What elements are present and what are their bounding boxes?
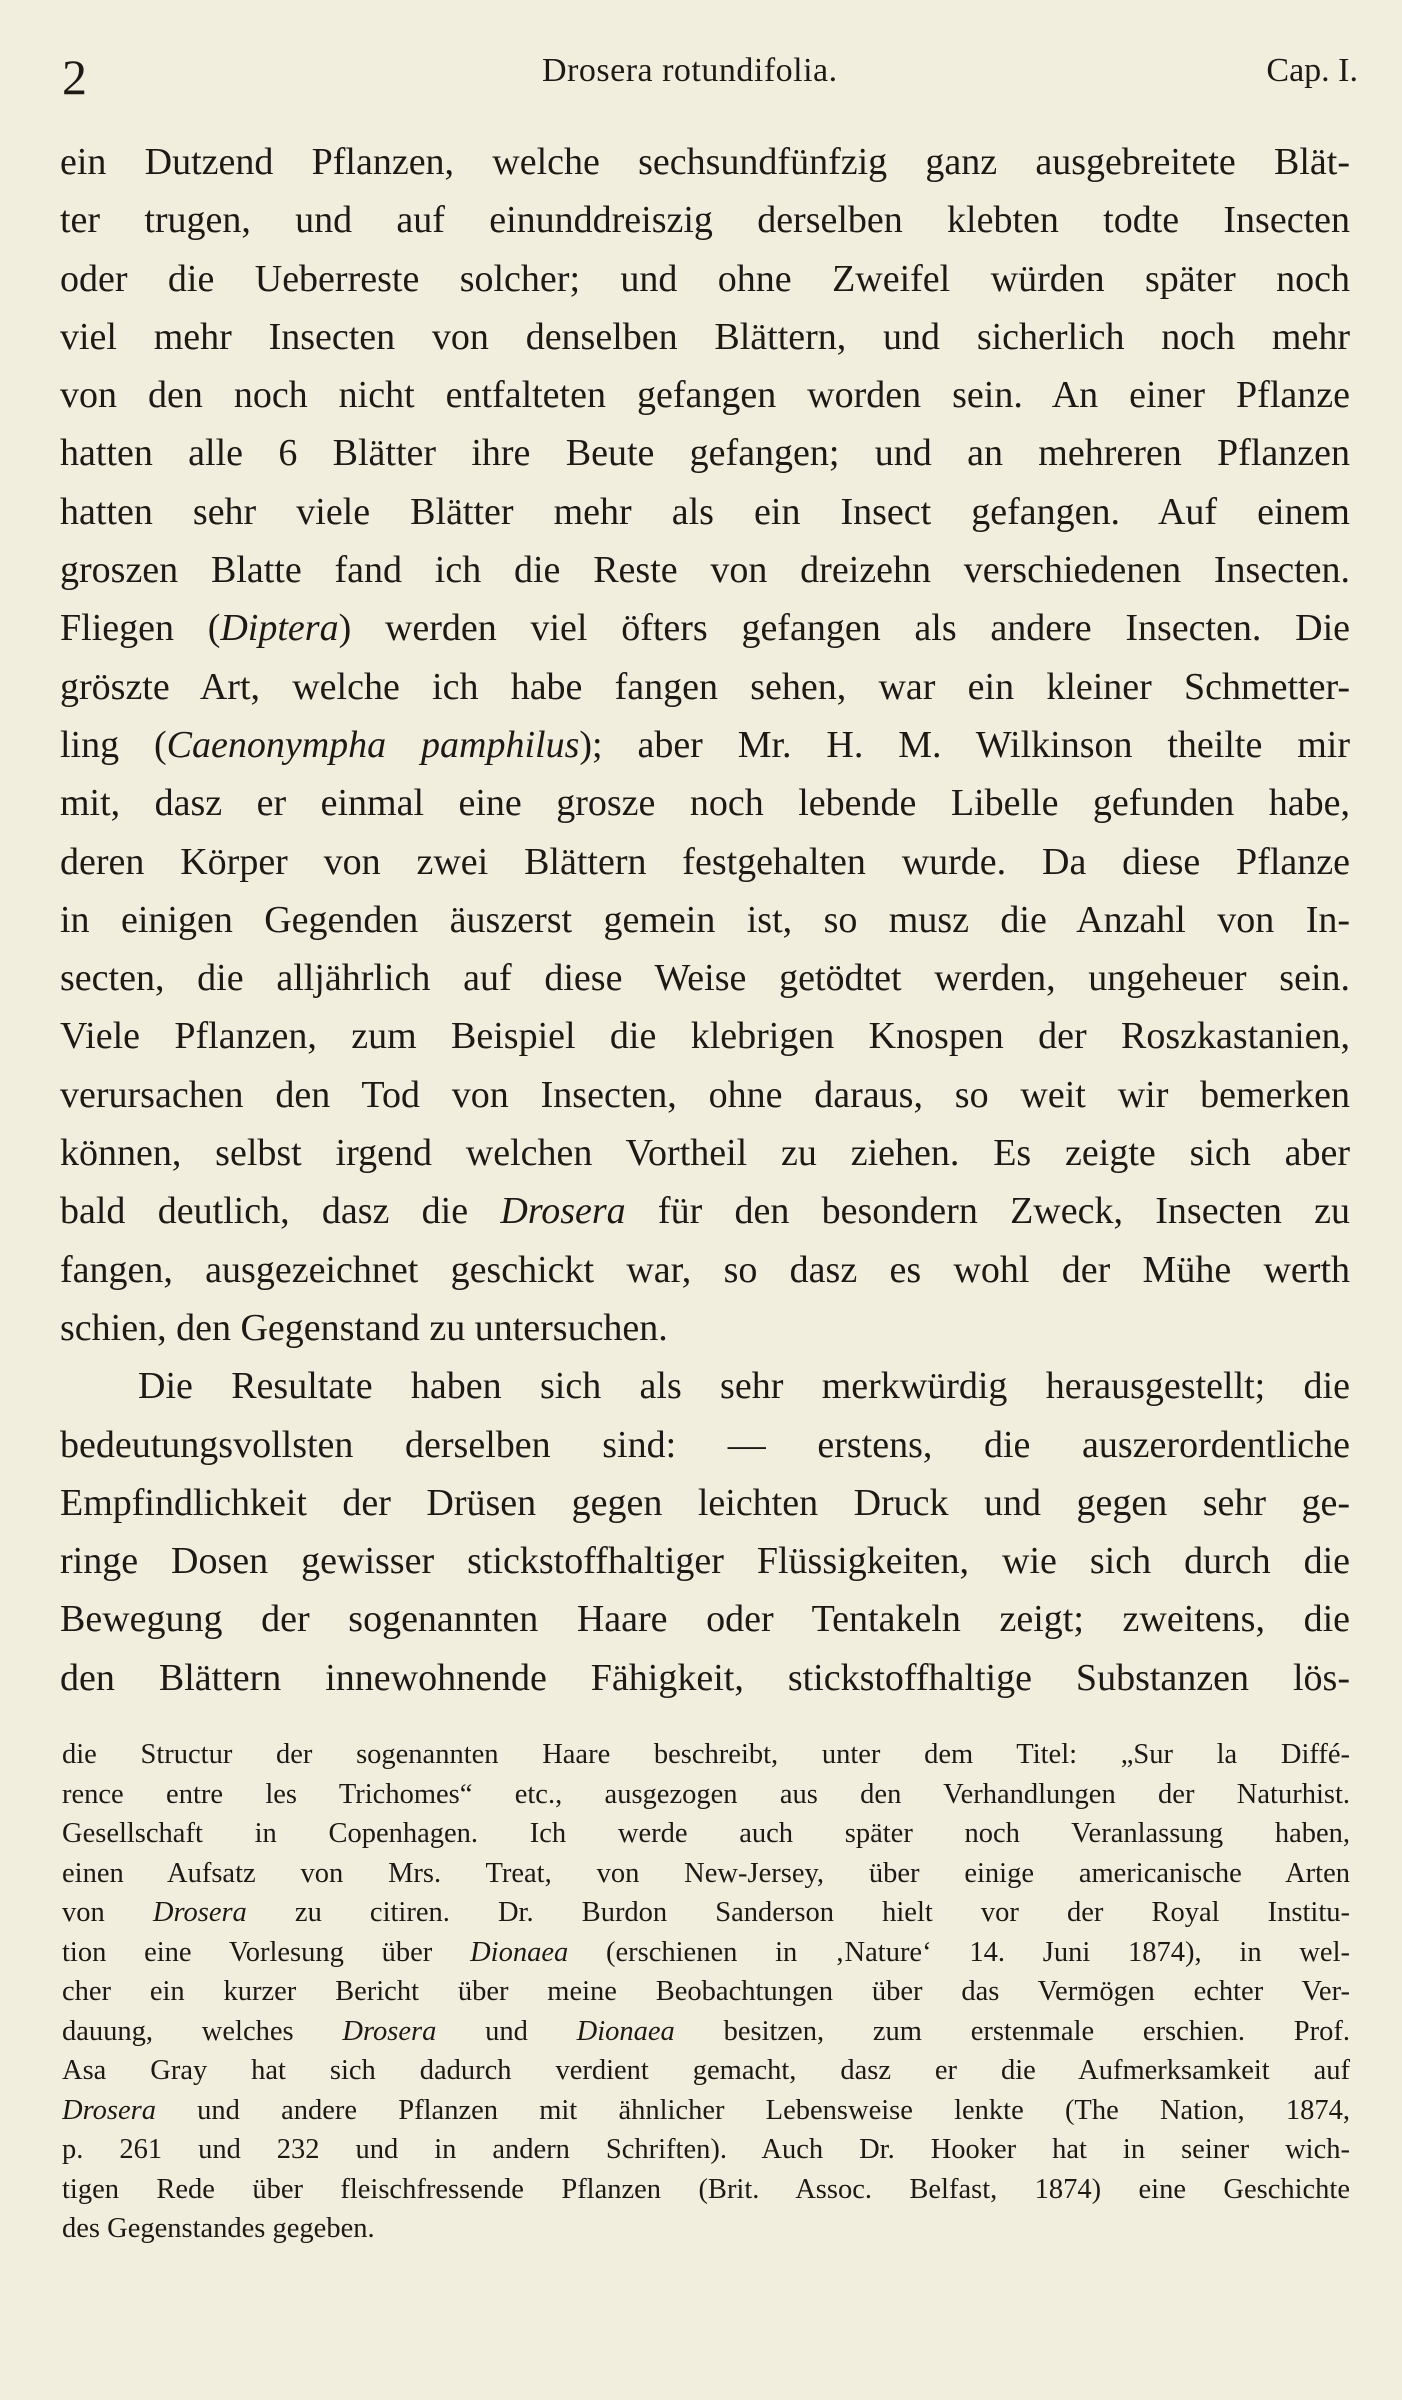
text-line: gröszte Art, welche ich habe fangen sehen, war ein kleiner Schmetter- <box>60 665 1350 708</box>
text-line: oder die Ueberreste solcher; und ohne Zweifel würden später noch <box>60 257 1350 300</box>
chapter-label: Cap. I. <box>1266 52 1358 89</box>
text-line: Bewegung der sogenannten Haare oder Tentakeln zeigt; zweitens, die <box>60 1598 1350 1641</box>
text-line: von den noch nicht entfalteten gefangen worden sein. An einer Pflanze <box>60 374 1350 417</box>
footnote-line: die Structur der sogenannten Haare beschreibt, unter dem Titel: „Sur la Diffé- <box>62 1739 1350 1770</box>
footnote-line: p. 261 und 232 und in andern Schriften). Auch Dr. Hooker hat in seiner wich- <box>62 2134 1350 2165</box>
text-line: viel mehr Insecten von denselben Blättern, und sicherlich noch mehr <box>60 315 1350 358</box>
text-line: ein Dutzend Pflanzen, welche sechsundfünfzig ganz ausgebreitete Blät- <box>60 141 1350 183</box>
text-line: verursachen den Tod von Insecten, ohne daraus, so weit wir bemerken <box>60 1073 1350 1116</box>
text-line: bald deutlich, dasz die Drosera für den besondern Zweck, Insecten zu <box>60 1190 1350 1233</box>
running-title: Drosera rotundifolia. <box>542 52 838 89</box>
text-line: mit, dasz er einmal eine grosze noch lebende Libelle gefunden habe, <box>60 782 1350 825</box>
text-line: hatten alle 6 Blätter ihre Beute gefangen; und an mehreren Pflanzen <box>60 432 1350 475</box>
footnote-line: tigen Rede über fleischfressende Pflanzen (Brit. Assoc. Belfast, 1874) eine Geschichte <box>62 2173 1350 2205</box>
footnote-line: cher ein kurzer Bericht über meine Beobachtungen über das Vermögen echter Ver- <box>62 1976 1350 2007</box>
text-line: fangen, ausgezeichnet geschickt war, so dasz es wohl der Mühe werth <box>60 1248 1350 1291</box>
text-line: secten, die alljährlich auf diese Weise getödtet werden, ungeheuer sein. <box>60 957 1350 1000</box>
text-line: deren Körper von zwei Blättern festgehalten wurde. Da diese Pflanze <box>60 840 1350 883</box>
footnote-line: Asa Gray hat sich dadurch verdient gemacht, dasz er die Aufmerksamkeit auf <box>62 2055 1350 2086</box>
page-header <box>62 40 1362 110</box>
text-line: können, selbst irgend welchen Vortheil zu ziehen. Es zeigte sich aber <box>60 1132 1350 1175</box>
text-line: in einigen Gegenden äuszerst gemein ist, so musz die Anzahl von In- <box>60 898 1350 941</box>
text-line: ter trugen, und auf einunddreiszig derselben klebten todte Insecten <box>60 199 1350 242</box>
text-line: hatten sehr viele Blätter mehr als ein Insect gefangen. Auf einem <box>60 490 1350 533</box>
text-line: Empfindlichkeit der Drüsen gegen leichten Druck und gegen sehr ge- <box>60 1481 1350 1524</box>
page-number: 2 <box>62 49 87 105</box>
footnote-line: tion eine Vorlesung über Dionaea (erschienen in ‚Nature‘ 14. Juni 1874), in wel- <box>62 1936 1350 1968</box>
main-text <box>60 133 1350 1707</box>
footnote-line: rence entre les Trichomes“ etc., ausgezogen aus den Verhandlungen der Naturhist. <box>62 1778 1350 1810</box>
footnote-line: einen Aufsatz von Mrs. Treat, von New-Jersey, über einige americanische Arten <box>62 1857 1350 1889</box>
footnote-line: von Drosera zu citiren. Dr. Burdon Sanderson hielt vor der Royal Institu- <box>62 1897 1350 1928</box>
text-line: ling (Caenonympha pamphilus); aber Mr. H. M. Wilkinson theilte mir <box>60 723 1350 766</box>
footnote-line: Gesellschaft in Copenhagen. Ich werde auch später noch Veranlassung haben, <box>62 1818 1350 1849</box>
footnote-line: Drosera und andere Pflanzen mit ähnlicher Lebensweise lenkte (The Nation, 1874, <box>62 2094 1350 2126</box>
text-line: den Blättern innewohnende Fähigkeit, stickstoffhaltige Substanzen lös- <box>60 1656 1350 1699</box>
text-line: schien, den Gegenstand zu untersuchen. <box>60 1306 668 1349</box>
text-line: bedeutungsvollsten derselben sind: — erstens, die auszerordentliche <box>60 1423 1350 1466</box>
text-line: Viele Pflanzen, zum Beispiel die klebrigen Knospen der Roszkastanien, <box>60 1015 1350 1058</box>
text-line: Die Resultate haben sich als sehr merkwürdig herausgestellt; die <box>138 1365 1350 1408</box>
text-line: groszen Blatte fand ich die Reste von dreizehn verschiedenen Insecten. <box>60 549 1350 592</box>
footnote-line: des Gegenstandes gegeben. <box>62 2213 375 2244</box>
footnote <box>62 1735 1350 2249</box>
text-line: ringe Dosen gewisser stickstoffhaltiger Flüssigkeiten, wie sich durch die <box>60 1540 1350 1583</box>
footnote-line: dauung, welches Drosera und Dionaea besitzen, zum erstenmale erschien. Prof. <box>62 2015 1350 2047</box>
text-line: Fliegen (Diptera) werden viel öfters gefangen als andere Insecten. Die <box>60 607 1350 650</box>
